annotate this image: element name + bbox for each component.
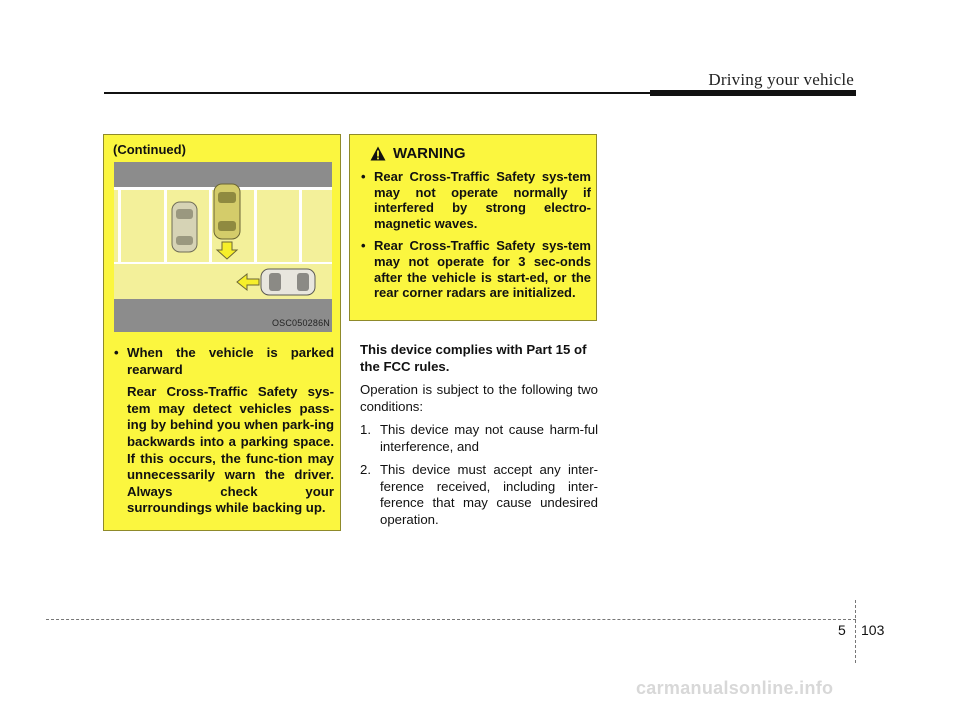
caution-panel — [103, 134, 341, 531]
warning-item: • Rear Cross-Traffic Safety sys-tem may not operate for 3 sec-onds after the vehicle is start-ed, or the rear corner radars are initialized. — [361, 238, 591, 301]
footer-rule — [46, 619, 856, 620]
continued-label: (Continued) — [113, 142, 186, 157]
bullet-section — [114, 345, 334, 517]
fcc-section — [360, 342, 598, 535]
watermark: carmanualsonline.info — [636, 678, 834, 698]
parked-car-icon — [172, 202, 197, 252]
warning-list — [361, 169, 591, 308]
warning-title: WARNING — [393, 145, 466, 162]
running-header: Driving your vehicle — [708, 70, 854, 89]
parking-illustration — [114, 162, 332, 332]
bullet-paragraph: Rear Cross-Traffic Safety sys-tem may detect vehicles pass-ing by behind you when park-ing backwards into a parking space. If this occurs, the func-tion may unnecessarily warn the driver. Always check your surroundings while backing up. — [127, 384, 334, 516]
section-number: 5 — [838, 622, 846, 638]
fcc-heading: This device complies with Part 15 of the FCC rules. — [360, 342, 587, 374]
warning-triangle-icon — [370, 146, 386, 161]
bullet-icon: • — [361, 169, 366, 184]
warning-item: • Rear Cross-Traffic Safety sys-tem may not operate normally if interfered by strong electro-magnetic waves. — [361, 169, 591, 231]
condition-item: 1. This device may not cause harm-ful interference, and — [360, 422, 598, 454]
header-rule-accent — [650, 90, 856, 96]
figure-code: OSC050286N — [271, 318, 330, 328]
page-number: 103 — [861, 622, 885, 638]
bullet-heading: When the vehicle is parked rearward — [127, 345, 334, 377]
condition-item: 2. This device must accept any inter-ference received, including inter-ference that may cause undesired operation. — [360, 462, 598, 527]
warning-heading — [370, 145, 466, 162]
bullet-icon: • — [361, 238, 366, 254]
warning-panel — [349, 134, 597, 321]
bullet-icon: • — [114, 345, 119, 360]
approaching-car-icon — [261, 269, 315, 295]
operation-intro: Operation is subject to the following two conditions: — [360, 382, 598, 414]
page-number-divider — [855, 600, 856, 663]
reversing-car-icon — [214, 184, 240, 239]
